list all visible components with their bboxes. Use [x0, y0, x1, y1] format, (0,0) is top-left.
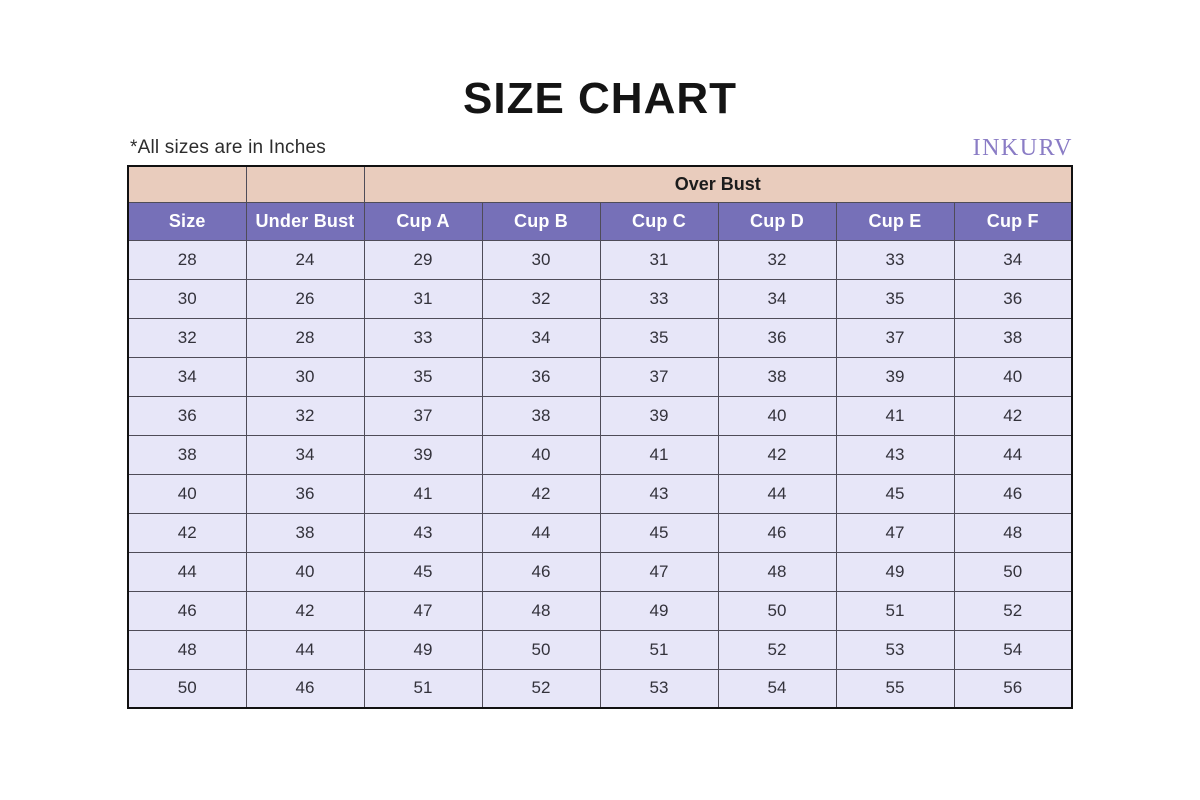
empty-cell	[246, 166, 364, 202]
units-note: *All sizes are in Inches	[130, 137, 326, 158]
table-cell: 33	[836, 240, 954, 279]
table-cell: 51	[836, 591, 954, 630]
brand-logo: INKURV	[972, 135, 1073, 161]
table-cell: 37	[836, 318, 954, 357]
table-cell: 50	[954, 552, 1072, 591]
table-cell: 41	[600, 435, 718, 474]
table-cell: 26	[246, 279, 364, 318]
table-cell: 29	[364, 240, 482, 279]
table-cell: 40	[246, 552, 364, 591]
table-cell: 34	[128, 357, 246, 396]
table-cell: 51	[364, 669, 482, 708]
table-row	[128, 357, 1072, 396]
table-row	[128, 669, 1072, 708]
table-cell: 34	[954, 240, 1072, 279]
table-cell: 43	[600, 474, 718, 513]
table-cell: 32	[482, 279, 600, 318]
table-cell: 48	[954, 513, 1072, 552]
column-header-row	[128, 202, 1072, 240]
table-cell: 38	[246, 513, 364, 552]
table-cell: 34	[482, 318, 600, 357]
table-cell: 34	[246, 435, 364, 474]
table-cell: 48	[482, 591, 600, 630]
table-cell: 50	[718, 591, 836, 630]
table-cell: 41	[364, 474, 482, 513]
table-cell: 35	[600, 318, 718, 357]
size-chart-table	[127, 165, 1073, 709]
table-cell: 38	[482, 396, 600, 435]
column-header-cup-b: Cup B	[482, 202, 600, 240]
table-cell: 53	[836, 630, 954, 669]
table-cell: 30	[482, 240, 600, 279]
table-cell: 48	[718, 552, 836, 591]
table-row	[128, 396, 1072, 435]
table-cell: 49	[364, 630, 482, 669]
table-cell: 28	[128, 240, 246, 279]
table-cell: 30	[246, 357, 364, 396]
table-cell: 36	[718, 318, 836, 357]
table-cell: 42	[128, 513, 246, 552]
column-header-cup-e: Cup E	[836, 202, 954, 240]
table-cell: 37	[600, 357, 718, 396]
table-cell: 52	[482, 669, 600, 708]
table-cell: 28	[246, 318, 364, 357]
table-cell: 24	[246, 240, 364, 279]
table-row	[128, 630, 1072, 669]
table-cell: 48	[128, 630, 246, 669]
table-cell: 44	[128, 552, 246, 591]
table-cell: 39	[364, 435, 482, 474]
table-row	[128, 474, 1072, 513]
table-row	[128, 279, 1072, 318]
table-cell: 51	[600, 630, 718, 669]
table-cell: 54	[718, 669, 836, 708]
page-title: SIZE CHART	[463, 74, 737, 123]
column-header-under-bust: Under Bust	[246, 202, 364, 240]
table-row	[128, 435, 1072, 474]
table-body	[128, 240, 1072, 708]
table-cell: 49	[836, 552, 954, 591]
table-cell: 46	[954, 474, 1072, 513]
group-header-row	[128, 166, 1072, 202]
empty-cell	[128, 166, 246, 202]
table-cell: 46	[482, 552, 600, 591]
table-cell: 40	[482, 435, 600, 474]
table-row	[128, 318, 1072, 357]
over-bust-group-header: Over Bust	[364, 166, 1072, 202]
table-cell: 31	[600, 240, 718, 279]
table-cell: 55	[836, 669, 954, 708]
table-cell: 50	[128, 669, 246, 708]
table-row	[128, 240, 1072, 279]
table-cell: 50	[482, 630, 600, 669]
table-cell: 40	[128, 474, 246, 513]
table-cell: 47	[364, 591, 482, 630]
table-cell: 31	[364, 279, 482, 318]
table-cell: 39	[836, 357, 954, 396]
table-cell: 41	[836, 396, 954, 435]
table-cell: 44	[246, 630, 364, 669]
table-cell: 38	[954, 318, 1072, 357]
table-cell: 36	[128, 396, 246, 435]
table-cell: 39	[600, 396, 718, 435]
table-cell: 54	[954, 630, 1072, 669]
table-cell: 46	[246, 669, 364, 708]
table-cell: 40	[954, 357, 1072, 396]
table-cell: 43	[364, 513, 482, 552]
table-cell: 47	[836, 513, 954, 552]
table-cell: 36	[246, 474, 364, 513]
table-cell: 32	[718, 240, 836, 279]
table-cell: 44	[954, 435, 1072, 474]
table-cell: 44	[482, 513, 600, 552]
table-cell: 30	[128, 279, 246, 318]
table-cell: 44	[718, 474, 836, 513]
table-cell: 49	[600, 591, 718, 630]
column-header-cup-a: Cup A	[364, 202, 482, 240]
table-row	[128, 513, 1072, 552]
table-cell: 36	[954, 279, 1072, 318]
table-cell: 45	[600, 513, 718, 552]
table-cell: 35	[836, 279, 954, 318]
table-cell: 52	[954, 591, 1072, 630]
table-cell: 56	[954, 669, 1072, 708]
column-header-cup-d: Cup D	[718, 202, 836, 240]
table-cell: 37	[364, 396, 482, 435]
table-row	[128, 552, 1072, 591]
table-cell: 42	[482, 474, 600, 513]
table-cell: 52	[718, 630, 836, 669]
table-cell: 38	[718, 357, 836, 396]
table-cell: 45	[836, 474, 954, 513]
table-cell: 33	[600, 279, 718, 318]
table-cell: 53	[600, 669, 718, 708]
table-cell: 36	[482, 357, 600, 396]
table-cell: 42	[246, 591, 364, 630]
table-cell: 32	[246, 396, 364, 435]
table-cell: 42	[954, 396, 1072, 435]
table-cell: 46	[128, 591, 246, 630]
table-cell: 45	[364, 552, 482, 591]
table-cell: 35	[364, 357, 482, 396]
table-cell: 43	[836, 435, 954, 474]
column-header-size: Size	[128, 202, 246, 240]
table-cell: 32	[128, 318, 246, 357]
table-row	[128, 591, 1072, 630]
table-cell: 33	[364, 318, 482, 357]
table-cell: 47	[600, 552, 718, 591]
table-cell: 38	[128, 435, 246, 474]
column-header-cup-c: Cup C	[600, 202, 718, 240]
table-cell: 42	[718, 435, 836, 474]
table-cell: 34	[718, 279, 836, 318]
table-cell: 46	[718, 513, 836, 552]
column-header-cup-f: Cup F	[954, 202, 1072, 240]
table-cell: 40	[718, 396, 836, 435]
